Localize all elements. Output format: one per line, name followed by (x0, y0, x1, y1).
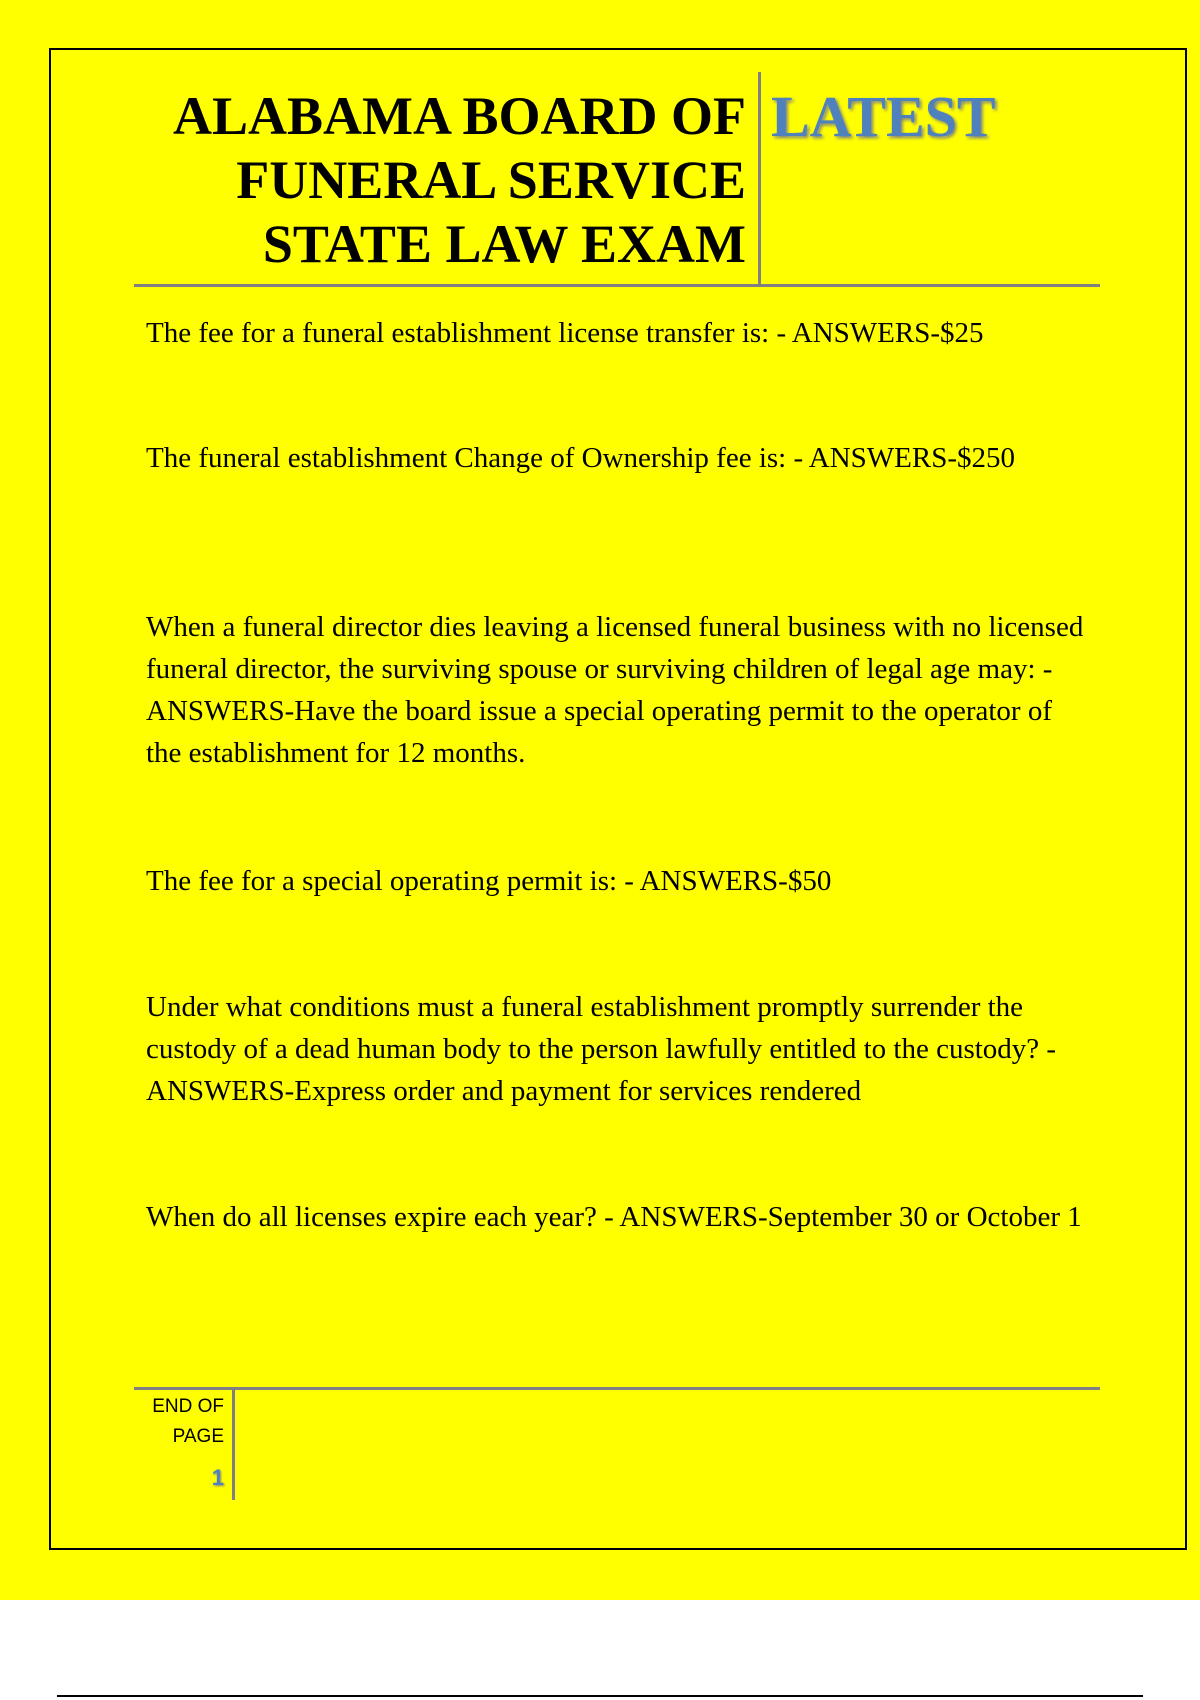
footer-divider (232, 1388, 235, 1500)
question-2: The funeral establishment Change of Ownership fee is: - ANSWERS-$250 (146, 442, 1016, 474)
footer-rule (134, 1387, 1100, 1390)
header-divider (758, 72, 761, 285)
question-5: Under what conditions must a funeral establishment promptly surrender the custody of a dead human body to the person lawfully entitled to the custody? - ANSWERS-Express order and payment for services rendered (146, 991, 1057, 1107)
title-line-3: STATE LAW EXAM (262, 214, 746, 274)
bottom-rule (57, 1695, 1143, 1697)
end-of-page-label (140, 1392, 224, 1452)
question-4: The fee for a special operating permit is: - ANSWERS-$50 (146, 865, 832, 897)
question-3: When a funeral director dies leaving a licensed funeral business with no licensed funeral director, the surviving spouse or surviving children of legal age may: - ANSWERS-Have the board issue a special operating permit to the operator of the establishment for 12 months. (146, 611, 1084, 769)
question-1: The fee for a funeral establishment license transfer is: - ANSWERS-$25 (146, 317, 984, 349)
title-line-2: FUNERAL SERVICE (236, 150, 746, 210)
question-6: When do all licenses expire each year? - ANSWERS-September 30 or October 1 (146, 1201, 1082, 1233)
document-title (80, 84, 746, 276)
latest-tag: LATEST (771, 84, 996, 149)
footer-label-line-1: END OF (152, 1396, 224, 1417)
title-line-1: ALABAMA BOARD OF (172, 86, 746, 146)
footer-label-line-2: PAGE (172, 1426, 224, 1447)
header-rule (134, 284, 1100, 287)
page-number: 1 (211, 1465, 224, 1490)
